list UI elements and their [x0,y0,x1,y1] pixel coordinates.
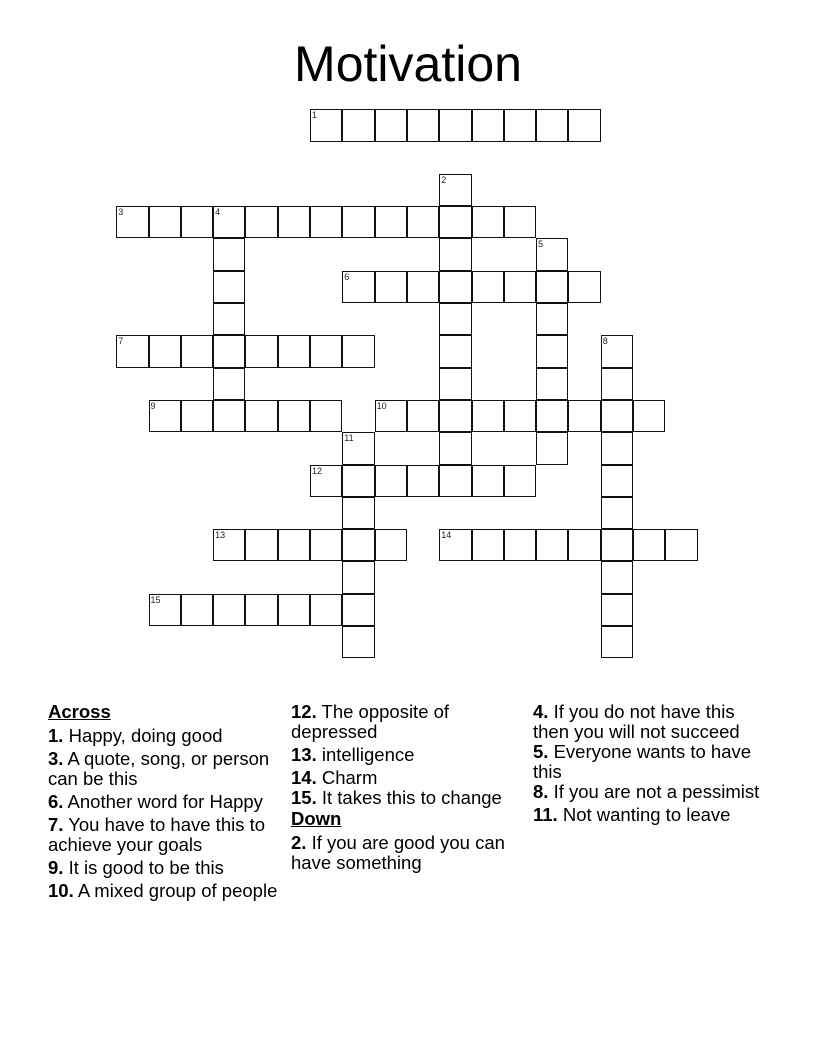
grid-cell[interactable] [568,529,600,561]
clue-text: If you do not have this then you will not succeed [533,701,740,742]
grid-cell[interactable] [536,432,568,464]
clue-across-14 [291,768,531,788]
grid-cell[interactable] [633,400,665,432]
grid-cell[interactable] [472,206,504,238]
grid-cell[interactable] [504,271,536,303]
grid-cell[interactable] [407,271,439,303]
clue-number: 12. [291,701,317,722]
grid-cell[interactable] [407,400,439,432]
grid-cell[interactable] [342,465,374,497]
grid-cell[interactable] [601,335,633,367]
clue-down-2 [291,833,531,873]
grid-cell[interactable] [278,335,310,367]
clue-text: A mixed group of people [73,880,278,901]
grid-cell[interactable] [568,109,600,141]
clue-text: Everyone wants to have this [533,741,752,782]
grid-cell[interactable] [342,626,374,658]
grid-cell[interactable] [342,432,374,464]
grid-cell[interactable] [342,529,374,561]
clue-across-1 [48,726,288,746]
crossword-grid [117,110,717,670]
grid-cell[interactable] [472,465,504,497]
grid-cell[interactable] [213,271,245,303]
grid-cell[interactable] [601,400,633,432]
clue-text: intelligence [316,744,415,765]
cell-number: 3 [118,207,124,218]
grid-cell[interactable] [536,529,568,561]
clue-across-10 [48,881,288,901]
grid-cell[interactable] [504,529,536,561]
clue-number: 6. [48,791,64,812]
clue-across-15 [291,788,531,808]
clue-text: Happy, doing good [63,725,223,746]
grid-cell[interactable] [472,400,504,432]
clue-down-5 [533,742,763,782]
grid-cell[interactable] [310,109,342,141]
grid-cell[interactable] [536,109,568,141]
grid-cell[interactable] [213,206,245,238]
clue-number: 2. [291,832,307,853]
clue-text: A quote, song, or person can be this [48,748,270,789]
grid-cell[interactable] [342,497,374,529]
cell-number: 13 [215,530,226,541]
clue-down-4 [533,702,763,742]
grid-cell[interactable] [213,238,245,270]
cell-number: 4 [215,207,221,218]
clue-number: 4. [533,701,549,722]
grid-cell[interactable] [439,432,471,464]
grid-cell[interactable] [245,206,277,238]
clue-down-11 [533,805,763,825]
grid-cell[interactable] [116,335,148,367]
clue-down-8 [533,782,763,802]
grid-cell[interactable] [310,400,342,432]
grid-cell[interactable] [310,529,342,561]
grid-cell[interactable] [439,400,471,432]
clue-number: 10. [48,880,74,901]
grid-cell[interactable] [439,529,471,561]
clue-number: 1. [48,725,64,746]
grid-cell[interactable] [472,109,504,141]
clues-column-2 [291,702,531,876]
grid-cell[interactable] [568,271,600,303]
grid-cell[interactable] [342,271,374,303]
grid-cell[interactable] [439,109,471,141]
clue-number: 7. [48,814,64,835]
cell-number: 15 [150,594,161,605]
cell-number: 8 [602,336,608,347]
clue-text: If you are good you can have something [291,832,505,873]
clue-across-6 [48,792,288,812]
grid-cell[interactable] [407,109,439,141]
grid-cell[interactable] [601,529,633,561]
grid-cell[interactable] [310,206,342,238]
grid-cell[interactable] [342,594,374,626]
clue-number: 13. [291,744,317,765]
clue-across-9 [48,858,288,878]
cell-number: 6 [344,271,350,282]
cell-number: 7 [118,336,124,347]
grid-cell[interactable] [375,465,407,497]
grid-cell[interactable] [181,594,213,626]
grid-cell[interactable] [278,400,310,432]
clue-number: 5. [533,741,549,762]
grid-cell[interactable] [472,529,504,561]
grid-cell[interactable] [149,335,181,367]
cell-number: 9 [150,400,156,411]
clue-text: Charm [316,767,378,788]
clue-across-7 [48,815,298,855]
grid-cell[interactable] [439,271,471,303]
puzzle-title: Motivation [294,36,522,92]
grid-cell[interactable] [181,206,213,238]
grid-cell[interactable] [601,594,633,626]
grid-cell[interactable] [504,206,536,238]
grid-cell[interactable] [213,303,245,335]
grid-cell[interactable] [601,497,633,529]
grid-cell[interactable] [116,206,148,238]
grid-cell[interactable] [213,335,245,367]
grid-cell[interactable] [504,109,536,141]
down-header: Down [291,808,342,829]
grid-cell[interactable] [213,368,245,400]
grid-cell[interactable] [375,109,407,141]
grid-cell[interactable] [375,529,407,561]
grid-cell[interactable] [601,626,633,658]
clue-text: You have to have this to achieve your goals [48,814,266,855]
clue-text: The opposite of depressed [291,701,450,742]
grid-cell[interactable] [568,400,600,432]
clue-across-13 [291,745,531,765]
grid-cell[interactable] [504,400,536,432]
grid-cell[interactable] [439,335,471,367]
clues-column-1 [48,702,288,904]
grid-cell[interactable] [278,206,310,238]
grid-cell[interactable] [601,561,633,593]
grid-cell[interactable] [439,368,471,400]
grid-cell[interactable] [375,271,407,303]
grid-cell[interactable] [213,400,245,432]
grid-cell[interactable] [536,238,568,270]
clue-number: 14. [291,767,317,788]
clue-number: 9. [48,857,64,878]
grid-cell[interactable] [536,303,568,335]
grid-cell[interactable] [245,594,277,626]
grid-cell[interactable] [536,368,568,400]
cell-number: 2 [441,174,447,185]
grid-cell[interactable] [407,206,439,238]
grid-cell[interactable] [536,335,568,367]
grid-cell[interactable] [310,335,342,367]
grid-cell[interactable] [536,271,568,303]
grid-cell[interactable] [213,529,245,561]
grid-cell[interactable] [375,400,407,432]
grid-cell[interactable] [181,335,213,367]
cell-number: 1 [312,110,318,121]
grid-cell[interactable] [439,238,471,270]
clue-across-12 [291,702,531,742]
grid-cell[interactable] [439,174,471,206]
grid-cell[interactable] [601,368,633,400]
clues-column-3 [533,702,763,828]
grid-cell[interactable] [245,335,277,367]
across-header: Across [48,701,111,722]
grid-cell[interactable] [439,465,471,497]
grid-cell[interactable] [601,465,633,497]
grid-cell[interactable] [245,400,277,432]
cell-number: 12 [312,465,323,476]
clue-number: 11. [533,804,558,825]
grid-cell[interactable] [245,529,277,561]
grid-cell[interactable] [342,335,374,367]
grid-cell[interactable] [439,303,471,335]
cell-number: 11 [344,433,354,444]
grid-cell[interactable] [665,529,697,561]
grid-cell[interactable] [601,432,633,464]
cell-number: 5 [538,239,544,250]
clue-text: Another word for Happy [63,791,263,812]
clue-across-3 [48,749,288,789]
grid-cell[interactable] [633,529,665,561]
grid-cell[interactable] [310,465,342,497]
grid-cell[interactable] [278,594,310,626]
clue-text: It takes this to change [316,787,502,808]
grid-cell[interactable] [181,400,213,432]
cell-number: 10 [376,400,387,411]
grid-cell[interactable] [149,594,181,626]
clue-number: 15. [291,787,317,808]
grid-cell[interactable] [149,400,181,432]
grid-cell[interactable] [472,271,504,303]
grid-cell[interactable] [407,465,439,497]
grid-cell[interactable] [149,206,181,238]
clue-text: It is good to be this [63,857,224,878]
clue-number: 8. [533,781,549,802]
grid-cell[interactable] [342,561,374,593]
grid-cell[interactable] [342,206,374,238]
grid-cell[interactable] [310,594,342,626]
grid-cell[interactable] [278,529,310,561]
clue-number: 3. [48,748,64,769]
grid-cell[interactable] [439,206,471,238]
cell-number: 14 [441,530,452,541]
grid-cell[interactable] [375,206,407,238]
grid-cell[interactable] [504,465,536,497]
grid-cell[interactable] [536,400,568,432]
clue-text: If you are not a pessimist [548,781,760,802]
clue-text: Not wanting to leave [557,804,731,825]
grid-cell[interactable] [342,109,374,141]
grid-cell[interactable] [213,594,245,626]
